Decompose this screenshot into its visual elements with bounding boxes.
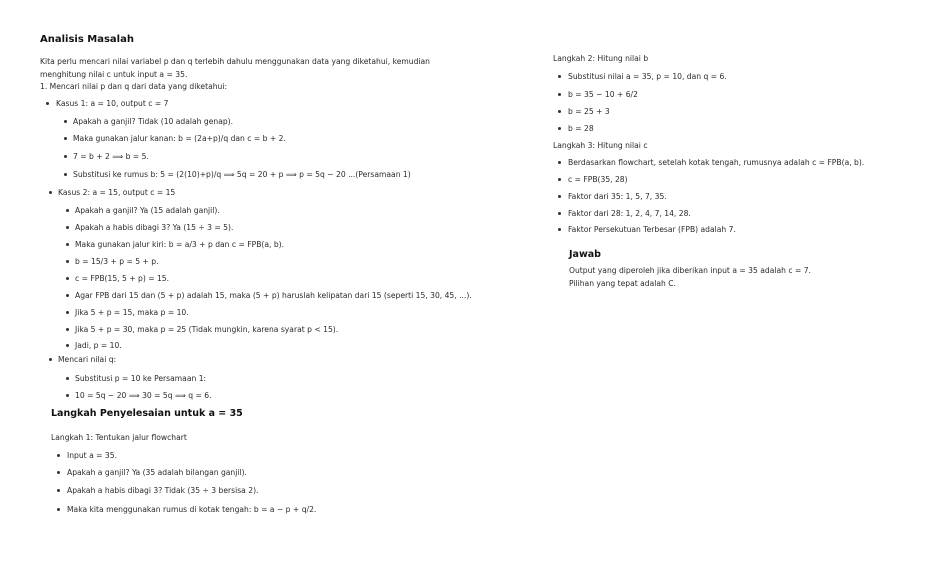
kasus-1-item: Substitusi ke rumus b: 5 = (2(10)+p)/q ⟹ 5q = 20 + p ⟹ p = 5q − 20 ...(Persamaan 1) <box>73 170 411 179</box>
bullet <box>558 195 561 198</box>
bullet <box>49 358 52 361</box>
langkah-1-item: Input a = 35. <box>67 451 117 460</box>
kasus-2-item: Apakah a habis dibagi 3? Ya (15 ÷ 3 = 5). <box>75 223 234 232</box>
langkah-2-item: b = 28 <box>568 124 594 133</box>
kasus-1-label: Kasus 1: a = 10, output c = 7 <box>56 99 169 108</box>
langkah-3-item: Faktor dari 28: 1, 2, 4, 7, 14, 28. <box>568 209 691 218</box>
bullet <box>66 226 69 229</box>
bullet <box>66 394 69 397</box>
langkah-1-item: Apakah a ganjil? Ya (35 adalah bilangan ganjil). <box>67 468 247 477</box>
kasus-2-item: c = FPB(15, 5 + p) = 15. <box>75 274 170 283</box>
intro-line-1: Kita perlu mencari nilai variabel p dan q terlebih dahulu menggunakan data yang diketahui, kemudian <box>40 57 430 66</box>
langkah-3-item: Faktor dari 35: 1, 5, 7, 35. <box>568 192 667 201</box>
bullet <box>64 137 67 140</box>
bullet <box>558 75 561 78</box>
bullet <box>57 471 60 474</box>
q-item: 10 = 5q − 20 ⟹ 30 = 5q ⟹ q = 6. <box>75 391 212 400</box>
step-1-heading: 1. Mencari nilai p dan q dari data yang diketahui: <box>40 82 228 91</box>
bullet <box>64 173 67 176</box>
jawab-line-1: Output yang diperoleh jika diberikan input a = 35 adalah c = 7. <box>569 266 811 275</box>
kasus-2-item: Apakah a ganjil? Ya (15 adalah ganjil). <box>75 206 220 215</box>
bullet <box>46 102 49 105</box>
bullet <box>558 127 561 130</box>
bullet <box>57 508 60 511</box>
bullet <box>64 155 67 158</box>
mencari-q-label: Mencari nilai q: <box>58 355 117 364</box>
kasus-1-item: Maka gunakan jalur kanan: b = (2a+p)/q dan c = b + 2. <box>73 134 286 143</box>
bullet <box>66 277 69 280</box>
bullet <box>558 93 561 96</box>
kasus-2-label: Kasus 2: a = 15, output c = 15 <box>58 188 176 197</box>
langkah-3-heading: Langkah 3: Hitung nilai c <box>553 141 648 150</box>
bullet <box>558 212 561 215</box>
bullet <box>66 243 69 246</box>
bullet <box>558 110 561 113</box>
langkah-2-item: b = 35 − 10 + 6/2 <box>568 90 638 99</box>
langkah-1-heading: Langkah 1: Tentukan jalur flowchart <box>51 433 187 442</box>
bullet <box>57 454 60 457</box>
kasus-2-item: Jika 5 + p = 15, maka p = 10. <box>75 308 189 317</box>
langkah-2-item: b = 25 + 3 <box>568 107 610 116</box>
kasus-2-item: Jadi, p = 10. <box>75 341 122 350</box>
langkah-3-item: Faktor Persekutuan Terbesar (FPB) adalah 7. <box>568 225 736 234</box>
bullet <box>66 311 69 314</box>
q-item: Substitusi p = 10 ke Persamaan 1: <box>75 374 207 383</box>
langkah-1-item: Apakah a habis dibagi 3? Tidak (35 ÷ 3 bersisa 2). <box>67 486 259 495</box>
langkah-3-item: Berdasarkan flowchart, setelah kotak tengah, rumusnya adalah c = FPB(a, b). <box>568 158 865 167</box>
kasus-1-item: Apakah a ganjil? Tidak (10 adalah genap). <box>73 117 234 126</box>
langkah-1-item: Maka kita menggunakan rumus di kotak tengah: b = a − p + q/2. <box>67 505 317 514</box>
kasus-2-item: Maka gunakan jalur kiri: b = a/3 + p dan c = FPB(a, b). <box>75 240 285 249</box>
bullet <box>66 328 69 331</box>
bullet <box>49 191 52 194</box>
page-title: Analisis Masalah <box>40 34 134 45</box>
langkah-2-item: Substitusi nilai a = 35, p = 10, dan q = 6. <box>568 72 727 81</box>
bullet <box>57 489 60 492</box>
langkah-penyelesaian-heading: Langkah Penyelesaian untuk a = 35 <box>51 408 243 419</box>
kasus-2-item: b = 15/3 + p = 5 + p. <box>75 257 159 266</box>
kasus-2-item: Jika 5 + p = 30, maka p = 25 (Tidak mungkin, karena syarat p < 15). <box>75 325 339 334</box>
bullet <box>558 161 561 164</box>
bullet <box>66 209 69 212</box>
bullet <box>66 294 69 297</box>
langkah-2-heading: Langkah 2: Hitung nilai b <box>553 54 649 63</box>
kasus-2-item: Agar FPB dari 15 dan (5 + p) adalah 15, maka (5 + p) haruslah kelipatan dari 15 (seperti 15, 30, 45, ...). <box>75 291 472 300</box>
langkah-3-item: c = FPB(35, 28) <box>568 175 628 184</box>
bullet <box>66 260 69 263</box>
bullet <box>64 120 67 123</box>
bullet <box>66 377 69 380</box>
bullet <box>558 228 561 231</box>
jawab-heading: Jawab <box>569 249 601 260</box>
kasus-1-item: 7 = b + 2 ⟹ b = 5. <box>73 152 149 161</box>
bullet <box>558 178 561 181</box>
jawab-line-2: Pilihan yang tepat adalah C. <box>569 279 676 288</box>
intro-line-2: menghitung nilai c untuk input a = 35. <box>40 70 188 79</box>
bullet <box>66 344 69 347</box>
